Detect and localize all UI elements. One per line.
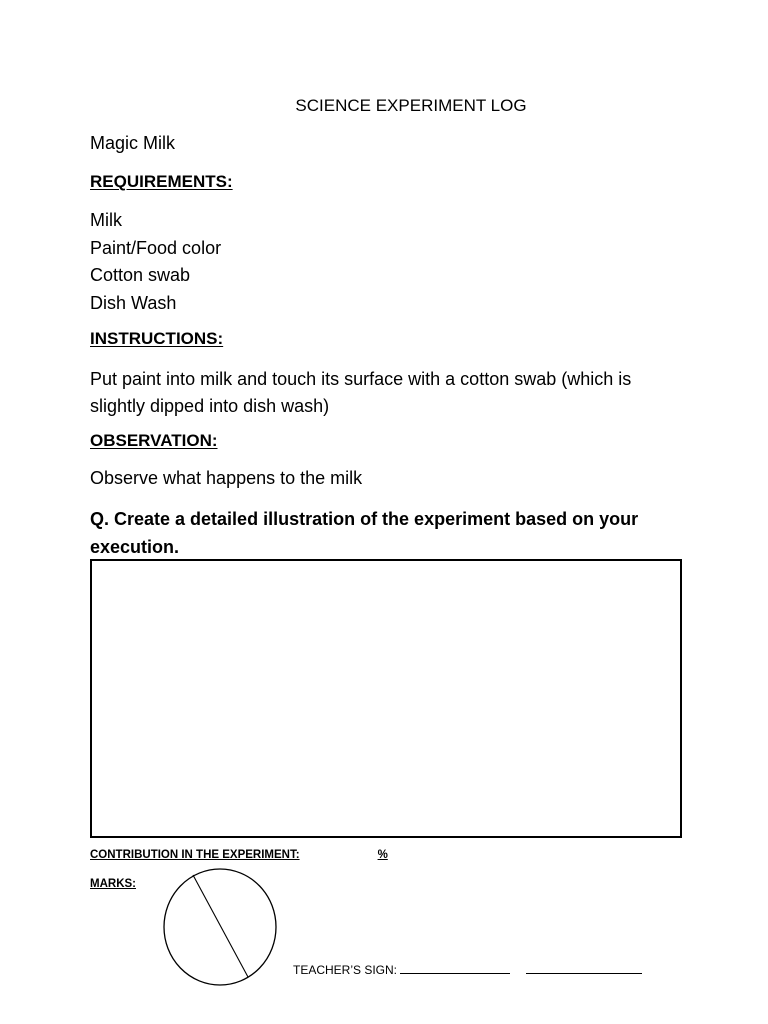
- teacher-sign-field: [293, 961, 642, 977]
- instructions-text: Put paint into milk and touch its surface with a cotton swab (which is slightly dipped into dish wash): [90, 369, 632, 416]
- requirements-list: [90, 207, 221, 317]
- teacher-sign-line[interactable]: [400, 961, 510, 974]
- teacher-sign-label: TEACHER’S SIGN:: [293, 963, 398, 977]
- illustration-drawing-area[interactable]: [90, 559, 682, 838]
- experiment-name: Magic Milk: [90, 133, 176, 153]
- requirement-item: Paint/Food color: [90, 237, 222, 258]
- requirements-heading: REQUIREMENTS:: [90, 172, 233, 191]
- instructions-heading: INSTRUCTIONS:: [90, 329, 224, 348]
- marks-circle[interactable]: [162, 867, 278, 987]
- contribution-field: [90, 849, 388, 861]
- contribution-unit: %: [377, 849, 388, 861]
- requirement-item: Dish Wash: [90, 292, 177, 313]
- requirement-item: Milk: [90, 210, 122, 230]
- illustration-question: Q. Create a detailed illustration of the experiment based on your execution.: [90, 509, 639, 557]
- observation-text: Observe what happens to the milk: [90, 468, 363, 488]
- contribution-label: CONTRIBUTION IN THE EXPERIMENT:: [90, 849, 300, 861]
- marks-label: MARKS:: [90, 878, 136, 890]
- teacher-sign-line-second[interactable]: [526, 961, 642, 974]
- observation-heading: OBSERVATION:: [90, 431, 218, 450]
- requirement-item: Cotton swab: [90, 265, 191, 285]
- document-title: SCIENCE EXPERIMENT LOG: [295, 96, 527, 115]
